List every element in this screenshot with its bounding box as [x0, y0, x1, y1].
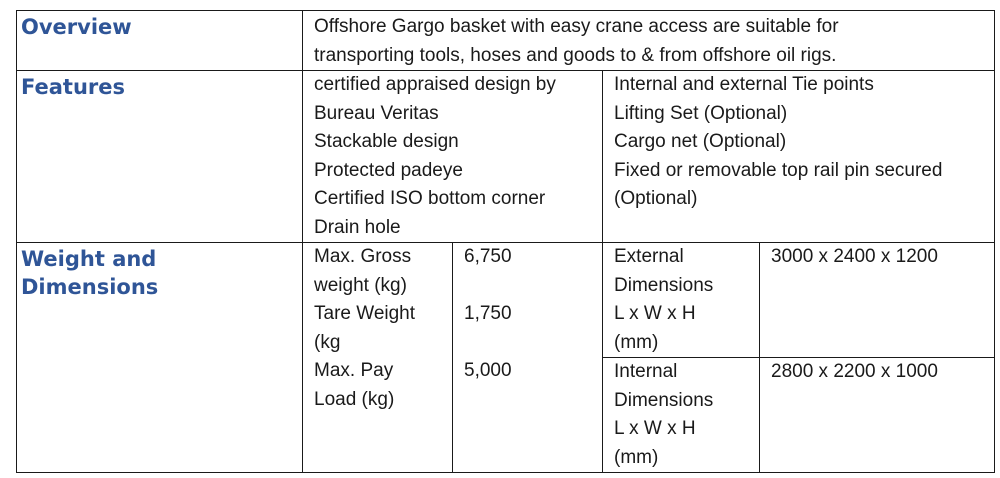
- external-dimensions-value: [760, 243, 995, 358]
- weight-label: Max. Gross: [314, 246, 412, 267]
- weight-labels: [303, 243, 453, 473]
- dim-label: Internal: [614, 361, 678, 382]
- features-right-list: [603, 71, 995, 243]
- feature-item: Cargo net (Optional): [614, 131, 787, 152]
- feature-item: Internal and external Tie points: [614, 74, 874, 95]
- features-row: [17, 71, 995, 243]
- dim-label: L x W x H: [614, 303, 696, 324]
- overview-line-1: Offshore Gargo basket with easy crane access are suitable for: [314, 16, 839, 37]
- weight-value: 5,000: [464, 360, 512, 381]
- dim-label: Dimensions: [614, 274, 714, 296]
- feature-item: Bureau Veritas: [314, 102, 439, 124]
- external-dimensions-label: [603, 243, 760, 358]
- feature-item: Certified ISO bottom corner: [314, 188, 546, 209]
- weights-heading-line-2: Dimensions: [21, 275, 159, 299]
- weight-value: 1,750: [464, 303, 512, 324]
- dim-label: (mm): [614, 331, 659, 353]
- overview-line-2: transporting tools, hoses and goods to & from offshore oil rigs.: [314, 44, 837, 66]
- overview-heading-text: Overview: [21, 15, 132, 39]
- dim-value: 3000 x 2400 x 1200: [771, 246, 938, 267]
- internal-dimensions-value: [760, 358, 995, 473]
- feature-item: (Optional): [614, 188, 698, 209]
- feature-item: Lifting Set (Optional): [614, 102, 788, 124]
- weight-label: Max. Pay: [314, 360, 394, 381]
- weights-heading-line-1: Weight and: [21, 247, 157, 271]
- dim-label: L x W x H: [614, 418, 696, 439]
- weights-heading: [17, 243, 303, 473]
- overview-row: [17, 11, 995, 71]
- feature-item: certified appraised design by: [314, 74, 556, 95]
- features-heading-text: Features: [21, 75, 125, 99]
- weight-label: Load (kg): [314, 388, 395, 410]
- dim-label: External: [614, 246, 684, 267]
- features-heading: [17, 71, 303, 243]
- dim-label: Dimensions: [614, 389, 714, 411]
- feature-item: Protected padeye: [314, 159, 463, 181]
- weights-row-top: [17, 243, 995, 358]
- weight-value: 6,750: [464, 246, 512, 267]
- weight-values: [453, 243, 603, 473]
- dim-label: (mm): [614, 446, 659, 468]
- weight-label: (kg: [314, 331, 341, 353]
- feature-item: Stackable design: [314, 131, 459, 152]
- dim-value: 2800 x 2200 x 1000: [771, 361, 938, 382]
- overview-text: [303, 11, 995, 71]
- weight-label: Tare Weight: [314, 303, 416, 324]
- feature-item: Fixed or removable top rail pin secured: [614, 159, 943, 181]
- feature-item: Drain hole: [314, 216, 401, 238]
- internal-dimensions-label: [603, 358, 760, 473]
- features-left-list: [303, 71, 603, 243]
- spec-table: [16, 10, 995, 473]
- overview-heading: [17, 11, 303, 71]
- weight-label: weight (kg): [314, 274, 407, 296]
